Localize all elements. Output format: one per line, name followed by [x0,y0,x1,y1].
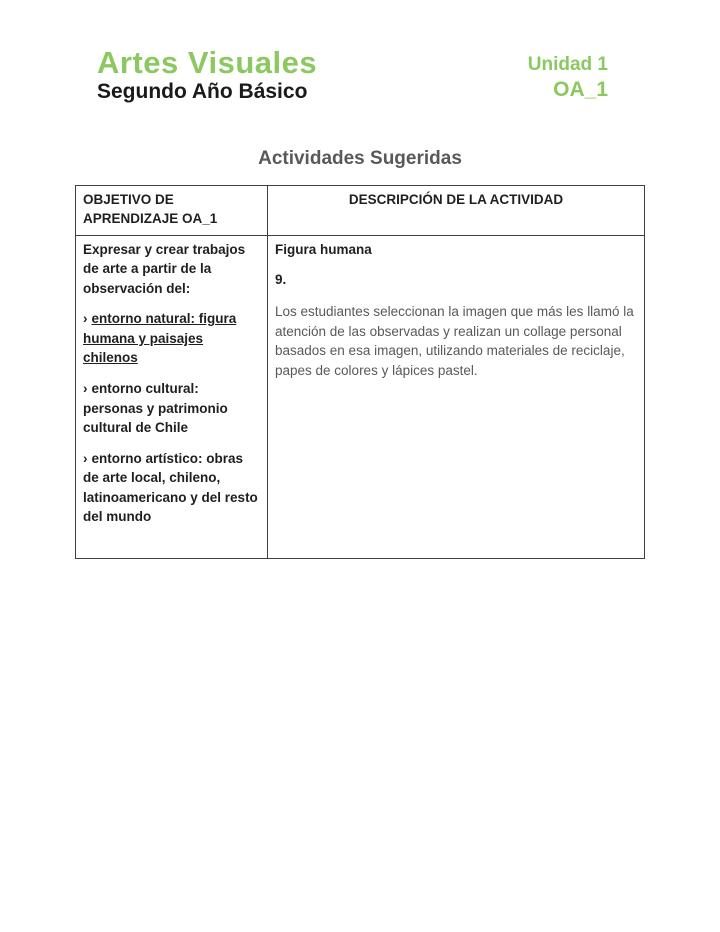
bullet-text: entorno cultural: personas y patrimonio cultural de Chile [83,381,228,436]
table-body-row [76,235,645,558]
unit-label: Unidad 1 [527,54,608,75]
document-title: Artes Visuales [97,45,318,80]
header-left [97,46,317,105]
objective-cell [76,235,268,558]
document-header [0,0,720,105]
bullet-entorno-artistico [83,449,260,527]
objective-column-header: OBJETIVO DE APRENDIZAJE OA_1 [76,185,268,235]
section-title: Actividades Sugeridas [258,147,462,169]
oa-label: OA_1 [553,77,608,101]
document-subtitle: Segundo Año Básico [97,80,308,104]
activity-title: Figura humana [275,241,372,257]
bullet-marker: › [83,311,88,327]
activity-cell [268,235,645,558]
activity-description: Los estudiantes seleccionan la imagen que más les llamó la atención de las observadas y realizan un collage personal basados en esa imagen, utilizando materiales de reciclaje, papes de colores y lápices pastel. [275,303,634,379]
table-header-row [76,185,645,235]
bullet-text: entorno natural: figura humana y paisajes chilenos [83,311,237,366]
header-right [528,46,608,103]
description-column-header: DESCRIPCIÓN DE LA ACTIVIDAD [268,185,645,235]
bullet-marker: › [83,450,88,466]
bullet-marker: › [83,381,88,397]
objective-intro: Expresar y crear trabajos de arte a partir de la observación del: [83,241,246,296]
bullet-entorno-cultural [83,379,260,438]
bullet-text: entorno artístico: obras de arte local, chileno, latinoamericano y del resto del mundo [83,450,258,525]
activity-number: 9. [275,272,287,288]
activities-table [75,185,645,559]
bullet-entorno-natural [83,309,260,368]
